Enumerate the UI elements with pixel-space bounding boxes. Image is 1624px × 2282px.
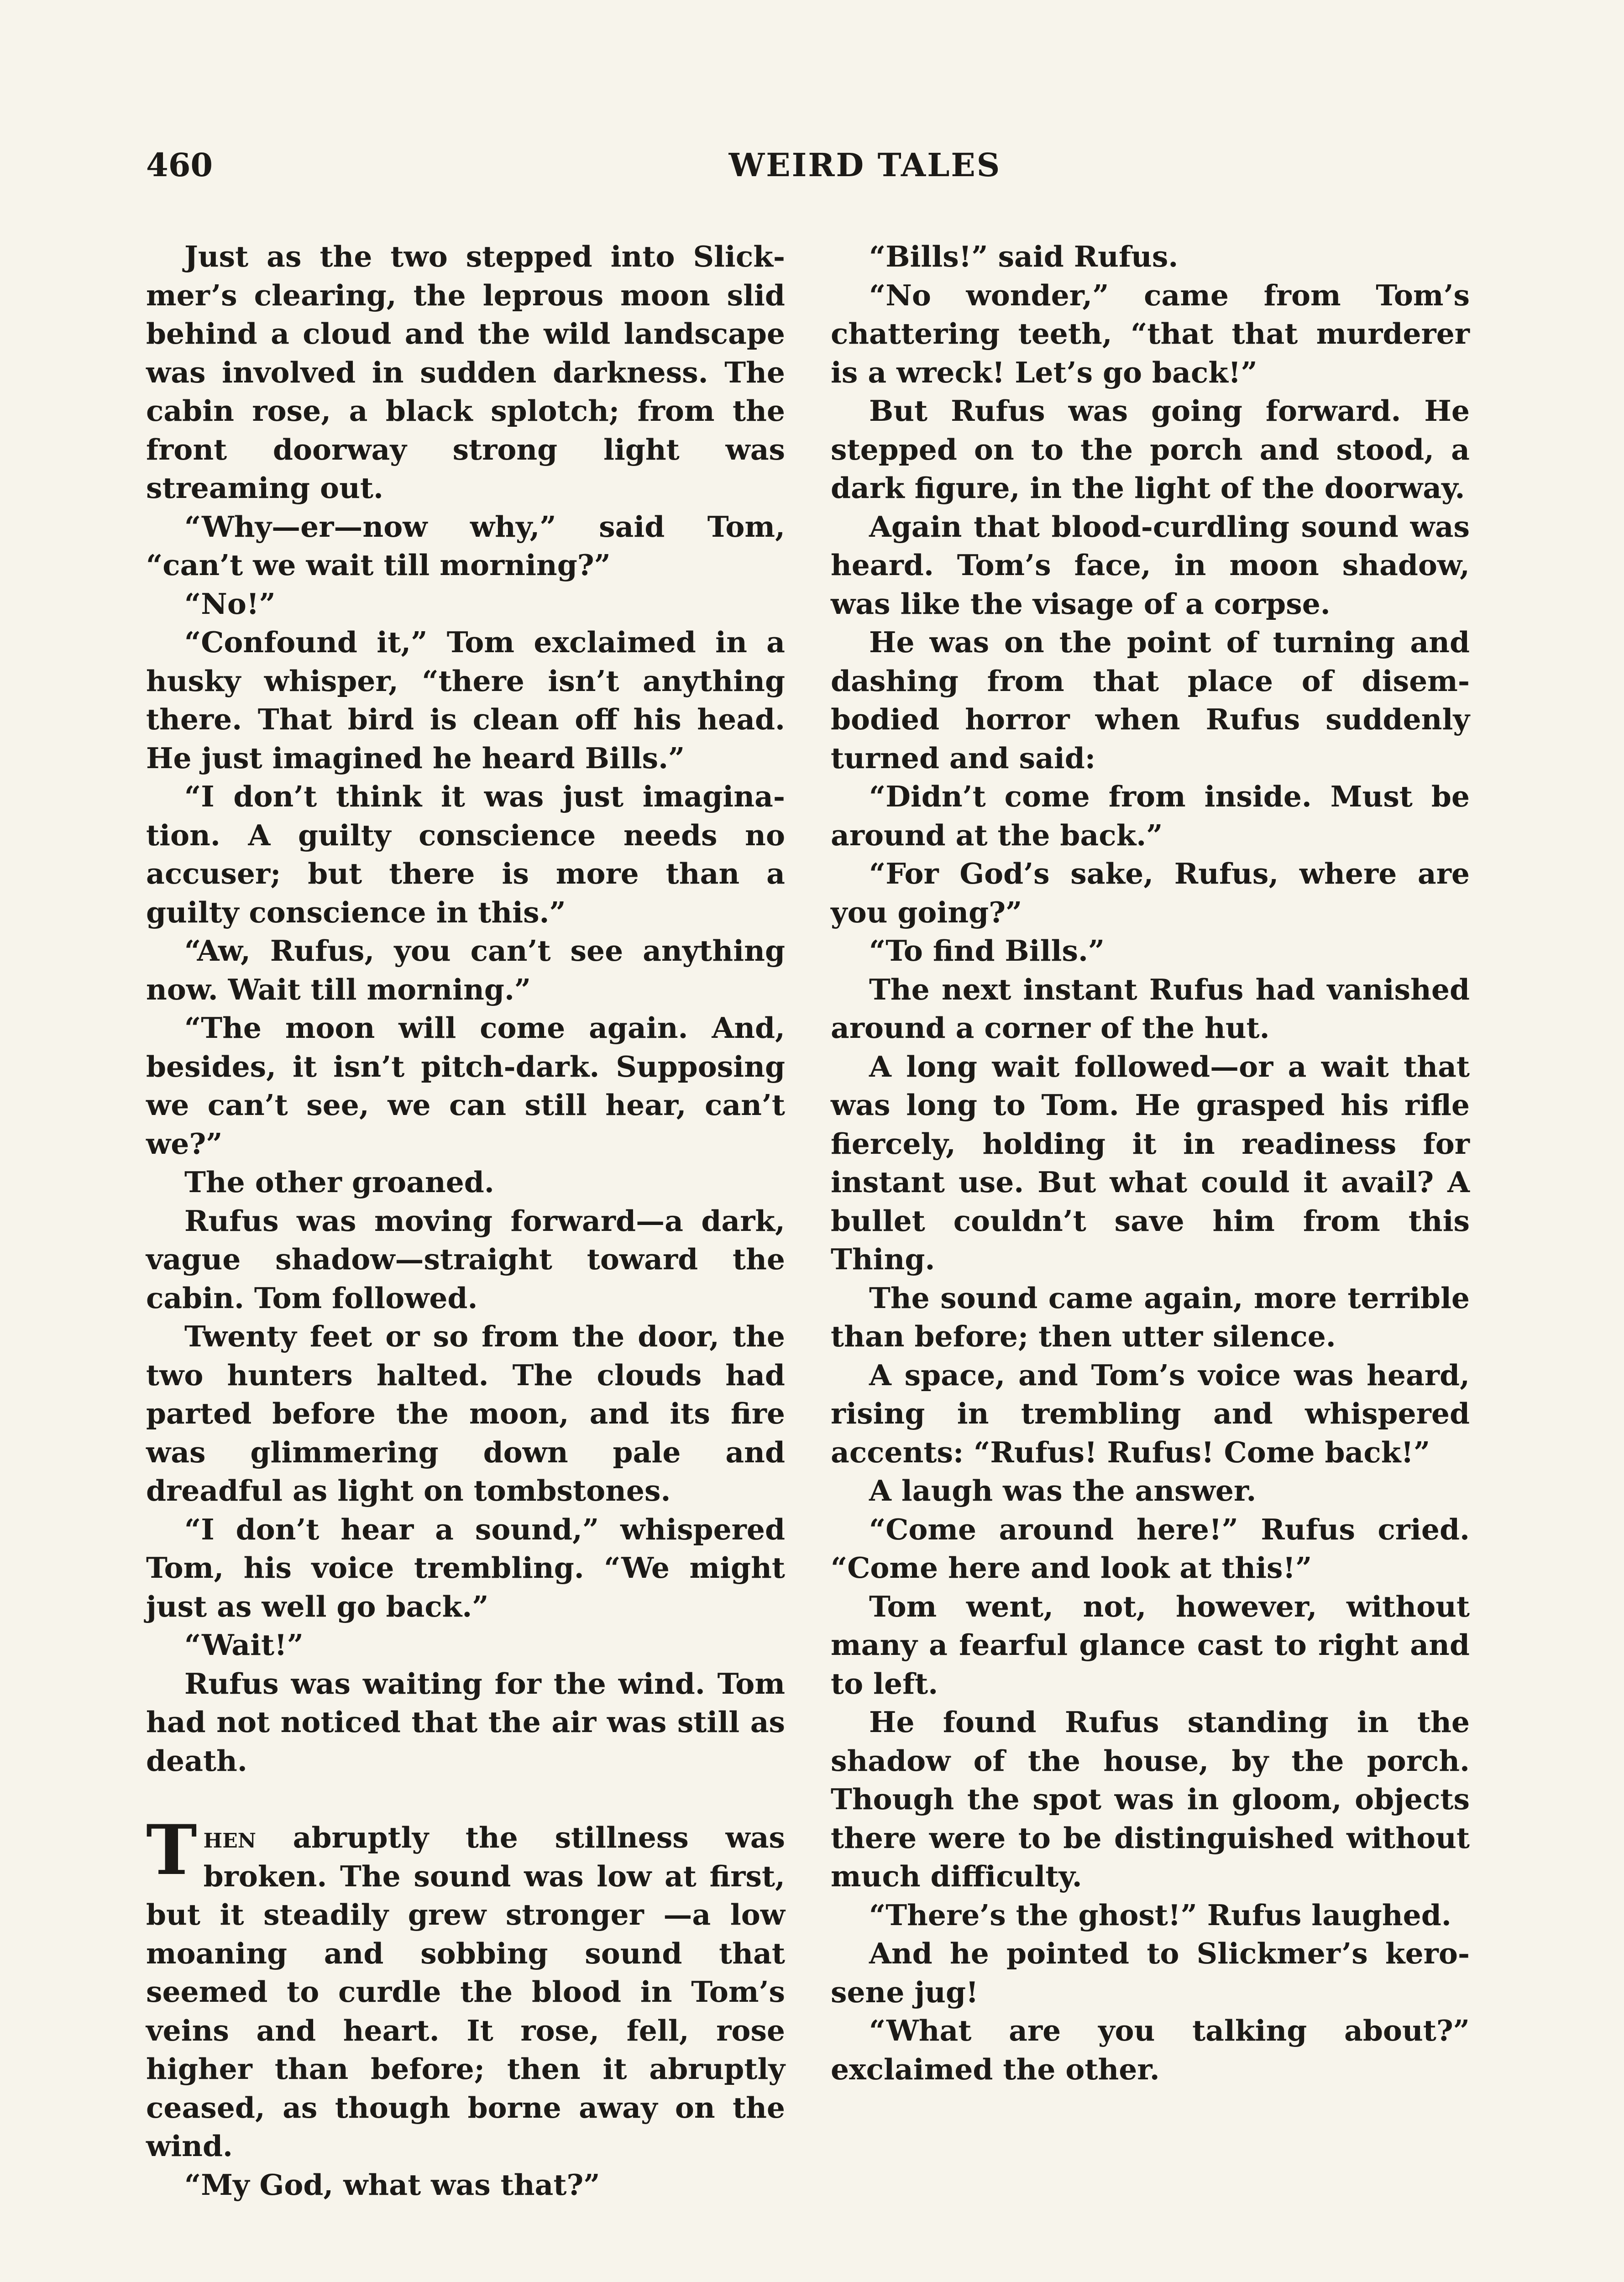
running-title: WEIRD TALES — [728, 146, 1001, 184]
section-break — [146, 1780, 785, 1818]
paragraph: “Wait!” — [184, 1628, 304, 1662]
paragraph: A long wait followed—or a wait that was long to Tom. He grasped his rifle fiercely, holding it in readiness for instant use. But what could it avail? A bullet couldn’t save him from this Thing. — [831, 1049, 1470, 1276]
paragraph: The next instant Rufus had vanished around a corner of the hut. — [831, 972, 1470, 1045]
right-column — [831, 237, 1470, 2088]
paragraph: Rufus was moving forward—a dark, vague shadow—straight toward the cabin. Tom followed. — [146, 1204, 785, 1315]
paragraph: “My God, what was that?” — [184, 2167, 600, 2202]
paragraph: “Why—er—now why,” said Tom, “can’t we wait till morning?” — [146, 509, 785, 582]
paragraph: “There’s the ghost!” Rufus laughed. — [869, 1898, 1451, 1932]
page-header — [146, 146, 1479, 196]
section-lead-paragraph — [146, 1810, 785, 2166]
paragraph: Rufus was waiting for the wind. Tom had not noticed that the air was still as death. — [146, 1666, 785, 1778]
paragraph: “Bills!” said Rufus. — [869, 240, 1179, 273]
lead-text: abruptly the stillness was broken. The sound was low at first, but it steadily grew stronger —a low moaning and sobbing sound that seemed to curdle the blood in Tom’s veins and heart. It rose, fell, rose higher than before; then it abruptly ceased, as though borne away on the wind. — [146, 1821, 785, 2163]
paragraph: “No wonder,” came from Tom’s chattering teeth, “that that murderer is a wreck! Let’s go back!” — [831, 278, 1470, 389]
left-column — [146, 237, 785, 2204]
paragraph: “The moon will come again. And, besides, it isn’t pitch-dark. Supposing we can’t see, we can still hear, can’t we?” — [146, 1011, 785, 1161]
paragraph: The sound came again, more terrible than before; then utter silence. — [831, 1281, 1470, 1353]
paragraph: “Come around here!” Rufus cried. “Come here and look at this!” — [831, 1512, 1470, 1585]
drop-cap: T — [146, 1810, 197, 1890]
paragraph: He was on the point of turning and dashing from that place of disembodied horror when Rufus suddenly turned and said: — [831, 625, 1470, 775]
page-number: 460 — [146, 146, 213, 184]
paragraph: Tom went, not, however, without many a fearful glance cast to right and to left. — [831, 1589, 1470, 1701]
paragraph: “I don’t hear a sound,” whispered Tom, his voice trembling. “We might just as well go back.” — [146, 1512, 785, 1623]
paragraph: Twenty feet or so from the door, the two hunters halted. The clouds had parted before the moon, and its fire was glimmering down pale and dreadful as light on tombstones. — [146, 1319, 785, 1507]
paragraph: “Confound it,” Tom exclaimed in a husky whisper, “there isn’t anything there. That bird is clean off his head. He just imagined he heard Bills.” — [146, 625, 785, 775]
paragraph: “I don’t think it was just imagination. A guilty conscience needs no accuser; but there is more than a guilty conscience in this.” — [146, 780, 785, 929]
paragraph: He found Rufus standing in the shadow of the house, by the porch. Though the spot was in gloom, objects there were to be distinguished without much difficulty. — [831, 1705, 1470, 1893]
paragraph: Just as the two stepped into Slickmer’s clearing, the leprous moon slid behind a cloud and the wild landscape was involved in sudden darkness. The cabin rose, a black splotch; from the front doorway strong light was streaming out. — [146, 240, 785, 505]
paragraph: The other groaned. — [184, 1165, 494, 1199]
paragraph: “What are you talking about?” exclaimed the other. — [831, 2014, 1470, 2086]
paragraph: And he pointed to Slickmer’s kerosene jug! — [831, 1937, 1470, 2009]
paragraph: A laugh was the answer. — [869, 1474, 1257, 1507]
paragraph: A space, and Tom’s voice was heard, rising in trembling and whispered accents: “Rufus! Rufus! Come back!” — [831, 1358, 1470, 1469]
paragraph: “To find Bills.” — [869, 934, 1105, 968]
paragraph: But Rufus was going forward. He stepped on to the porch and stood, a dark figure, in the light of the doorway. — [831, 394, 1470, 505]
paragraph: Again that blood-curdling sound was heard. Tom’s face, in moon shadow, was like the visage of a corpse. — [831, 509, 1470, 621]
lead-small-caps: hen — [203, 1821, 256, 1854]
paragraph: “Didn’t come from inside. Must be around at the back.” — [831, 780, 1470, 852]
paragraph: “No!” — [184, 586, 276, 621]
paragraph: “For God’s sake, Rufus, where are you going?” — [831, 857, 1470, 929]
paragraph: “Aw, Rufus, you can’t see anything now. Wait till morning.” — [146, 934, 785, 1006]
